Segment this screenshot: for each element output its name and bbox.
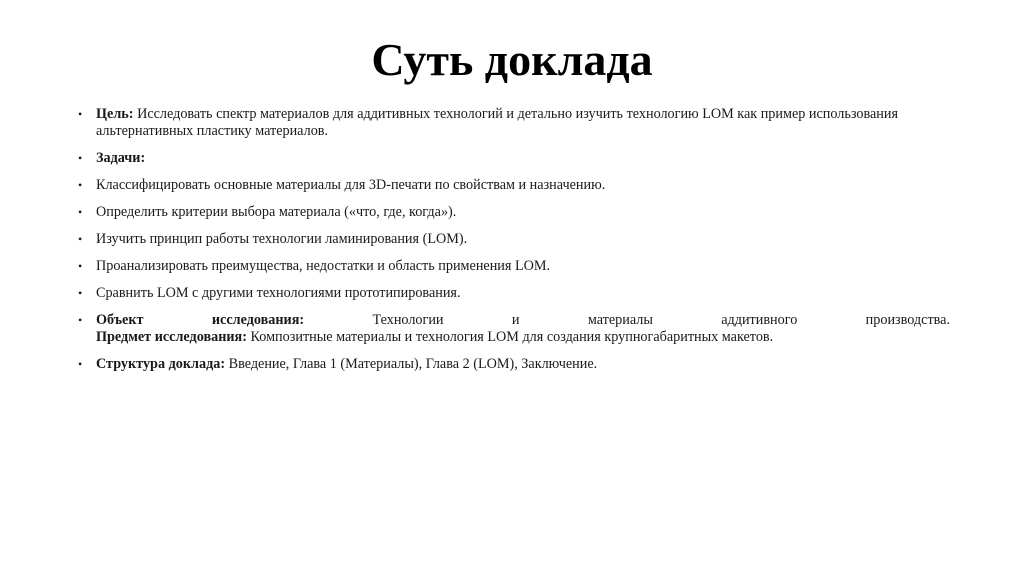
- object-text: Технологии и материалы аддитивного производства.: [304, 312, 950, 328]
- bullet-icon: •: [78, 313, 83, 327]
- list-item-structure: [78, 356, 950, 373]
- task-text: Классифицировать основные материалы для 3D-печати по свойствам и назначению.: [96, 177, 606, 193]
- list-item-object-subject: [78, 312, 950, 346]
- slide-bullet-list: [78, 106, 950, 383]
- structure-label: Структура доклада:: [96, 356, 226, 372]
- object-line: [96, 312, 950, 329]
- list-item-task: [78, 177, 950, 194]
- task-text: Изучить принцип работы технологии ламинирования (LOM).: [96, 231, 468, 247]
- task-text: Проанализировать преимущества, недостатки и область применения LOM.: [96, 258, 551, 274]
- bullet-icon: •: [78, 232, 83, 246]
- object-label: Объект исследования:: [96, 312, 305, 328]
- list-item-task: [78, 231, 950, 248]
- list-item-task: [78, 258, 950, 275]
- list-item-tasks-heading: [78, 150, 950, 167]
- goal-label: Цель:: [96, 106, 134, 122]
- subject-label: Предмет исследования:: [96, 329, 247, 345]
- slide-title: Суть доклада: [371, 34, 653, 85]
- bullet-icon: •: [78, 151, 83, 165]
- bullet-icon: •: [78, 107, 83, 121]
- bullet-icon: •: [78, 205, 83, 219]
- subject-text: Композитные материалы и технология LOM для создания крупногабаритных макетов.: [246, 329, 774, 345]
- bullet-icon: •: [78, 286, 83, 300]
- list-item-goal: [78, 106, 950, 140]
- list-item-task: [78, 204, 950, 221]
- structure-text: Введение, Глава 1 (Материалы), Глава 2 (LOM), Заключение.: [225, 356, 598, 372]
- list-item-task: [78, 285, 950, 302]
- bullet-icon: •: [78, 259, 83, 273]
- subject-line: [96, 329, 950, 346]
- bullet-icon: •: [78, 357, 83, 371]
- task-text: Сравнить LOM с другими технологиями прототипирования.: [96, 285, 461, 301]
- task-text: Определить критерии выбора материала («что, где, когда»).: [96, 204, 457, 220]
- goal-text: Исследовать спектр материалов для аддитивных технологий и детально изучить технологию LOM как пример использования альтернативных пластику материалов.: [96, 106, 898, 139]
- bullet-icon: •: [78, 178, 83, 192]
- tasks-label: Задачи:: [96, 150, 146, 166]
